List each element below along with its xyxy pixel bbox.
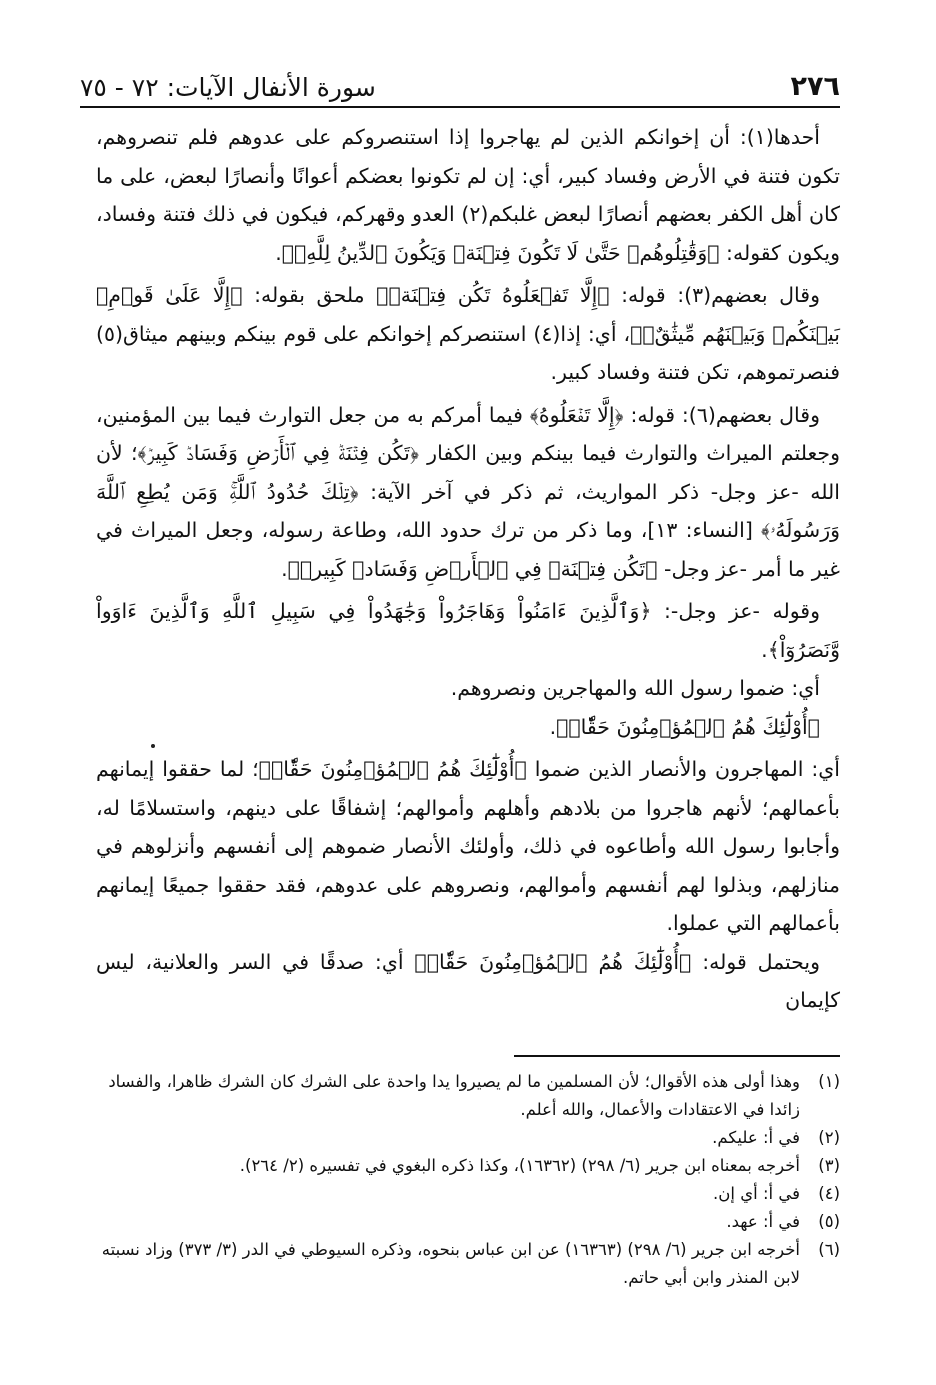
footnote — [96, 1068, 840, 1124]
footnote — [96, 1208, 840, 1236]
footnote-number: (٦) — [818, 1240, 840, 1259]
page-header — [80, 58, 840, 108]
paragraph-2: وقال بعضهم(٣): قوله: ﴿إِلَّا تَفۡعَلُوهُ تَكُن فِتۡنَةٞ﴾ ملحق بقوله: ﴿إِلَّا عَلَىٰ قَوۡمِۢ بَيۡنَكُمۡ وَبَيۡنَهُم مِّيثَٰقٌۗ﴾، أي: إذا(٤) استنصركم إخوانكم على قوم بينكم وبينهم ميثاق(٥) فنصرتموهم، تكن فتنة وفساد كبير. — [96, 283, 840, 384]
footnote-number: (٢) — [818, 1128, 840, 1147]
paragraph-8: ويحتمل قوله: ﴿أُوْلَٰٓئِكَ هُمُ ٱلۡمُؤۡمِنُونَ حَقّٗاۚ﴾ أي: صدقًا في السر والعلانية، ليس كإيمان — [96, 949, 840, 1012]
main-text — [96, 118, 840, 1020]
paragraph-3: وقال بعضهم(٦): قوله: ﴿إِلَّا تَفۡعَلُوهُ﴾ فيما أمركم به من جعل التوارث فيما بين المؤمنين، وجعلتم الميراث والتوارث فيما بينكم وبين الكفار ﴿تَكُن فِتۡنَةٞ فِي ٱلۡأَرۡضِ وَفَسَادٞ كَبِيرٞ﴾؛ لأن الله -عز وجل- ذكر المواريث، ثم ذكر في آخر الآية: ﴿تِلۡكَ حُدُودُ ٱللَّهِۚ وَمَن يُطِعِ ٱللَّهَ وَرَسُولَهُۥ﴾ [النساء: ١٣]، وما ذكر من ترك حدود الله، وطاعة رسوله، وجعل الميراث في غير ما أمر -عز وجل- ﴿تَكُن فِتۡنَةٞ فِي ٱلۡأَرۡضِ وَفَسَادٞ كَبِيرٞ﴾. — [96, 402, 840, 581]
footnote-text: في أ: عليكم. — [712, 1128, 800, 1147]
footnote-number: (٣) — [818, 1156, 840, 1175]
paragraph-5: أي: ضموا رسول الله والمهاجرين ونصروهم. — [450, 676, 820, 700]
paragraph-7: أي: المهاجرون والأنصار الذين ضموا ﴿أُوْلَٰٓئِكَ هُمُ ٱلۡمُؤۡمِنُونَ حَقّٗاۚ﴾؛ لما حققوا إيمانهم بأعمالهم؛ لأنهم هاجروا من بلادهم وأهلهم وأموالهم؛ إشفاقًا على دينهم، واستسلامًا له، وأجابوا رسول الله وأطاعوه في ذلك، وأولئك الأنصار ضموهم إلى أنفسهم وأنزلوهم في منازلهم، وبذلوا لهم أنفسهم وأموالهم، ونصروهم على عدوهم، فقد حققوا جميعًا إيمانهم بأعمالهم التي عملوا. — [96, 757, 840, 935]
page-number: ٢٧٦ — [790, 71, 840, 102]
paragraph-6: ﴿أُوْلَٰٓئِكَ هُمُ ٱلۡمُؤۡمِنُونَ حَقّٗاۚ﴾. — [549, 714, 820, 739]
footnote-text: أخرجه بمعناه ابن جرير (٦/ ٢٩٨) (١٦٣٦٢)، وكذا ذكره البغوي في تفسيره (٢/ ٢٦٤). — [239, 1156, 800, 1175]
footnote-text: وهذا أولى هذه الأقوال؛ لأن المسلمين ما لم يصيروا يدا واحدة على الشرك كان الشرك ظاهرا، والفساد زائدا في الاعتقادات والأعمال، والله أعلم. — [108, 1072, 800, 1119]
ink-dot — [151, 744, 155, 748]
footnote — [96, 1180, 840, 1208]
footnote-number: (٥) — [818, 1212, 840, 1231]
footnote-text: في أ: أي إن. — [713, 1184, 800, 1203]
footnote-text: أخرجه ابن جرير (٦/ ٢٩٨) (١٦٣٦٣) عن ابن عباس بنحوه، وذكره السيوطي في الدر (٣/ ٣٧٣) وزاد نسبته لابن المنذر وابن أبي حاتم. — [101, 1240, 800, 1287]
footnote-separator — [514, 1055, 840, 1057]
paragraph-1: أحدها(١): أن إخوانكم الذين لم يهاجروا إذا استنصروكم على عدوهم فلم تنصروهم، تكون فتنة في الأرض وفساد كبير، أي: إن لم تكونوا بعضكم أعوانًا وأنصارًا لبعض، على ما كان أهل الكفر بعضهم أنصارًا لبعض غلبكم(٢) العدو وقهركم، فيكون في ذلك فتنة وفساد، ويكون كقوله: ﴿وَقَٰتِلُوهُمۡ حَتَّىٰ لَا تَكُونَ فِتۡنَةٞ وَيَكُونَ ٱلدِّينُ لِلَّهِۖ﴾. — [96, 125, 840, 265]
paragraph-4: وقوله -عز وجل-: ﴿وَٱلَّذِينَ ءَامَنُواْ وَهَاجَرُواْ وَجَٰهَدُواْ فِي سَبِيلِ ٱللَّهِ وَٱلَّذِينَ ءَاوَواْ وَّنَصَرُوٓاْ﴾. — [96, 599, 840, 662]
footnote — [96, 1152, 840, 1180]
footnote-number: (٤) — [818, 1184, 840, 1203]
footnotes — [96, 1068, 840, 1292]
surah-title: سورة الأنفال الآيات: ٧٢ - ٧٥ — [80, 73, 376, 102]
footnote — [96, 1124, 840, 1152]
footnote-number: (١) — [818, 1072, 840, 1091]
footnote — [96, 1236, 840, 1292]
footnote-text: في أ: عهد. — [726, 1212, 800, 1231]
